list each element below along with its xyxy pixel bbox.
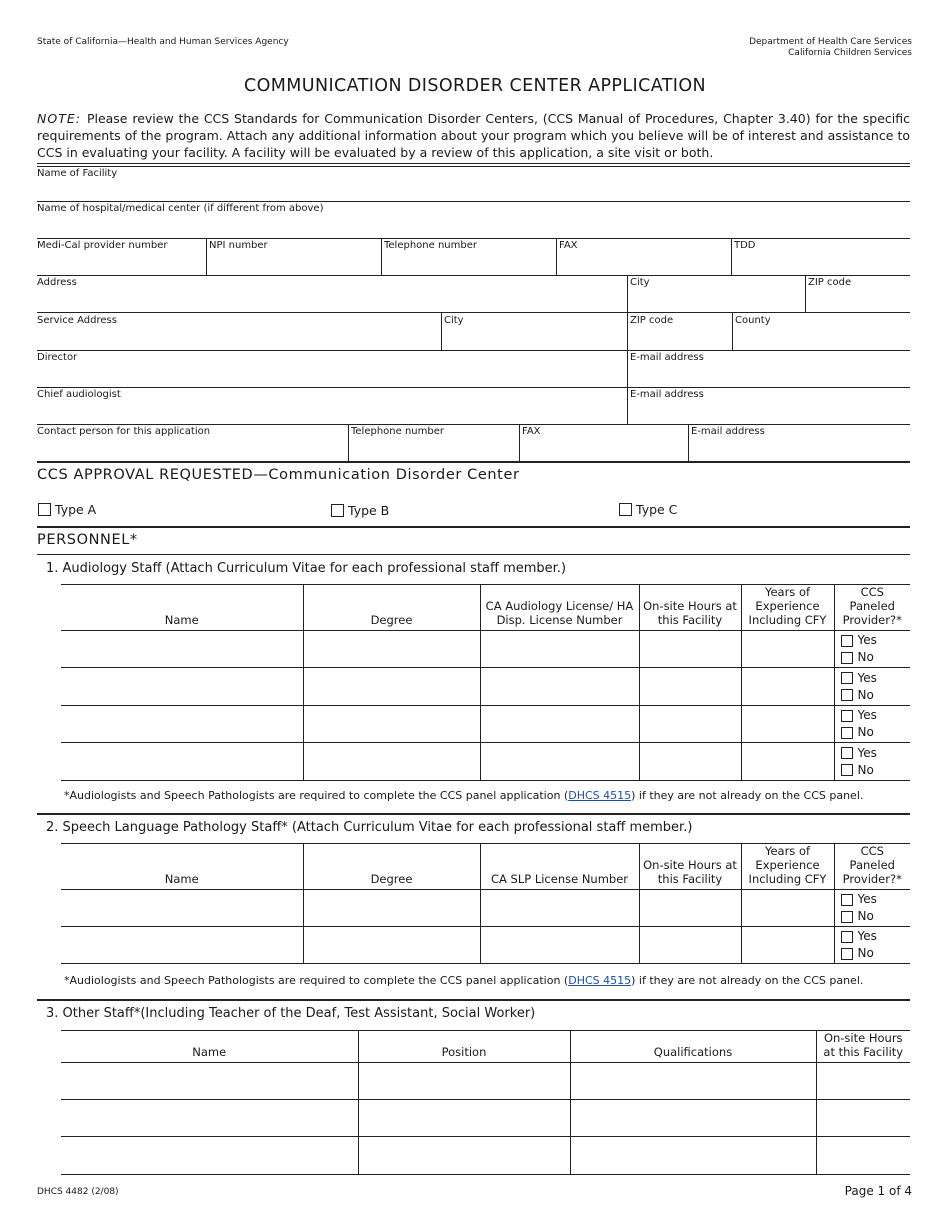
col-years: Years of Experience Including CFY (741, 844, 834, 890)
hours-cell[interactable] (639, 668, 741, 706)
contact-telephone-label: Telephone number (351, 426, 444, 437)
name-cell[interactable] (61, 890, 303, 927)
facility-name-field[interactable] (37, 180, 910, 201)
npi-field[interactable] (209, 252, 381, 275)
service-address-field[interactable] (37, 327, 441, 350)
zip-label: ZIP code (808, 277, 852, 288)
no-checkbox[interactable] (841, 727, 853, 739)
note-text: Please review the CCS Standards for Communication Disorder Centers, (CCS Manual of Procedures, Chapter 3.40) for the specific requirements of the program. Attach any additional information about your program which you believe will be of interest and assistance to CCS in evaluating your facility. A facility will be evaluated by a review of this application, a site visit or both. (37, 111, 910, 160)
fax-field[interactable] (559, 252, 731, 275)
chief-audiologist-label: Chief audiologist (37, 389, 121, 400)
yes-checkbox[interactable] (841, 635, 853, 647)
position-cell[interactable] (358, 1137, 570, 1175)
yes-label: Yes (857, 670, 877, 685)
col-hours: On-site Hours at this Facility (816, 1031, 910, 1063)
audiology-staff-title: 1. Audiology Staff (Attach Curriculum Vitae for each professional staff member.) (46, 561, 567, 576)
degree-cell[interactable] (303, 890, 480, 927)
no-label: No (857, 946, 874, 960)
hours-cell[interactable] (639, 927, 741, 964)
col-degree: Degree (303, 585, 480, 631)
degree-cell[interactable] (303, 927, 480, 964)
yes-label: Yes (857, 708, 877, 722)
name-cell[interactable] (61, 1137, 358, 1175)
no-checkbox[interactable] (841, 948, 853, 960)
county-field[interactable] (735, 327, 910, 350)
table-row (61, 668, 910, 706)
address-label: Address (37, 277, 77, 288)
tdd-label: TDD (734, 240, 756, 251)
program-name: California Children Services (788, 48, 912, 58)
yes-option[interactable] (841, 707, 911, 724)
type-c-label: Type C (636, 502, 678, 517)
yes-checkbox[interactable] (841, 710, 853, 722)
type-c-checkbox[interactable] (619, 503, 632, 516)
audiology-staff-table (61, 584, 910, 781)
col-name: Name (61, 1031, 358, 1063)
contact-telephone-field[interactable] (351, 438, 519, 461)
table-row (61, 706, 910, 743)
footnote-text-before: *Audiologists and Speech Pathologists are required to complete the CCS panel application ( (64, 789, 569, 802)
no-option[interactable] (841, 724, 911, 741)
form-number: DHCS 4482 (2/08) (37, 1187, 119, 1197)
city-label: City (630, 277, 650, 288)
hours-cell[interactable] (639, 743, 741, 781)
medical-provider-field[interactable] (37, 252, 206, 275)
table-row (61, 1137, 910, 1175)
type-b-option[interactable] (331, 503, 389, 518)
qualifications-cell[interactable] (570, 1063, 816, 1100)
ccs-paneled-cell (834, 706, 910, 743)
telephone-label: Telephone number (384, 240, 477, 251)
agency-header: State of California—Health and Human Services Agency (37, 37, 289, 47)
service-city-field[interactable] (444, 327, 627, 350)
license-cell[interactable] (480, 668, 639, 706)
contact-person-label: Contact person for this application (37, 426, 211, 437)
zip-field[interactable] (808, 289, 910, 312)
ccs-paneled-cell (834, 668, 910, 706)
slp-staff-table (61, 843, 910, 964)
license-cell[interactable] (480, 706, 639, 743)
form-title: COMMUNICATION DISORDER CENTER APPLICATION (243, 76, 707, 96)
yes-option[interactable] (841, 632, 911, 649)
contact-email-field[interactable] (691, 438, 910, 461)
page-number: Page 1 of 4 (844, 1184, 912, 1198)
yes-label: Yes (857, 929, 877, 943)
note-label: NOTE: (37, 111, 81, 126)
table-row (61, 743, 910, 781)
ccs-paneled-cell (834, 743, 910, 781)
hours-cell[interactable] (639, 631, 741, 668)
name-cell[interactable] (61, 631, 303, 668)
contact-fax-field[interactable] (522, 438, 688, 461)
type-a-option[interactable] (38, 502, 96, 517)
panel-footnote (64, 789, 863, 802)
footnote-text-before: *Audiologists and Speech Pathologists are required to complete the CCS panel application ( (64, 974, 569, 987)
npi-label: NPI number (209, 240, 268, 251)
contact-fax-label: FAX (522, 426, 541, 437)
no-option[interactable] (841, 649, 911, 666)
audiologist-email-label: E-mail address (630, 389, 704, 400)
years-cell[interactable] (741, 631, 834, 668)
no-checkbox[interactable] (841, 764, 853, 776)
panel-footnote-2 (64, 974, 863, 987)
table-row (61, 890, 910, 927)
no-option[interactable] (841, 687, 911, 704)
facility-name-label: Name of Facility (37, 168, 118, 179)
note-paragraph (37, 110, 910, 161)
table-row (61, 927, 910, 964)
dhcs-4515-link[interactable]: DHCS 4515 (568, 974, 632, 987)
yes-label: Yes (857, 633, 877, 647)
col-hours: On-site Hours at this Facility (639, 844, 741, 890)
no-label: No (857, 687, 874, 702)
yes-option[interactable] (841, 928, 911, 945)
fax-label: FAX (559, 240, 578, 251)
name-cell[interactable] (61, 743, 303, 781)
yes-label: Yes (857, 892, 877, 906)
col-position: Position (358, 1031, 570, 1063)
type-c-option[interactable] (619, 502, 677, 517)
yes-option[interactable] (841, 891, 911, 908)
footnote-text-after: ) if they are not already on the CCS panel. (631, 974, 864, 987)
slp-staff-title: 2. Speech Language Pathology Staff* (Attach Curriculum Vitae for each professional staff member.) (46, 820, 693, 835)
yes-checkbox[interactable] (841, 931, 853, 943)
degree-cell[interactable] (303, 668, 480, 706)
yes-option[interactable] (841, 670, 911, 687)
other-staff-title: 3. Other Staff*(Including Teacher of the Deaf, Test Assistant, Social Worker) (46, 1006, 536, 1021)
department-header (749, 37, 912, 59)
table-row (61, 631, 910, 668)
table-row (61, 1063, 910, 1100)
col-license: CA SLP License Number (480, 844, 639, 890)
years-cell[interactable] (741, 890, 834, 927)
license-cell[interactable] (480, 927, 639, 964)
table-row (61, 1100, 910, 1137)
no-option[interactable] (841, 945, 911, 962)
service-zip-label: ZIP code (630, 315, 674, 326)
license-cell[interactable] (480, 890, 639, 927)
years-cell[interactable] (741, 927, 834, 964)
no-checkbox[interactable] (841, 689, 853, 701)
no-option[interactable] (841, 908, 911, 925)
yes-checkbox[interactable] (841, 747, 853, 759)
city-field[interactable] (630, 289, 805, 312)
hours-cell[interactable] (816, 1100, 910, 1137)
footnote-text-after: ) if they are not already on the CCS panel. (631, 789, 864, 802)
hours-cell[interactable] (816, 1063, 910, 1100)
type-a-checkbox[interactable] (38, 503, 51, 516)
contact-person-field[interactable] (37, 438, 348, 461)
qualifications-cell[interactable] (570, 1100, 816, 1137)
position-cell[interactable] (358, 1063, 570, 1100)
col-ccs-paneled: CCS Paneled Provider?* (834, 585, 910, 631)
yes-checkbox[interactable] (841, 894, 853, 906)
hospital-name-field[interactable] (37, 215, 910, 238)
years-cell[interactable] (741, 706, 834, 743)
degree-cell[interactable] (303, 631, 480, 668)
audiologist-email-field[interactable] (630, 401, 910, 424)
director-field[interactable] (37, 364, 627, 387)
no-checkbox[interactable] (841, 911, 853, 923)
director-email-label: E-mail address (630, 352, 704, 363)
no-option[interactable] (841, 762, 911, 779)
contact-email-label: E-mail address (691, 426, 765, 437)
qualifications-cell[interactable] (570, 1137, 816, 1175)
yes-option[interactable] (841, 745, 911, 762)
years-cell[interactable] (741, 743, 834, 781)
name-cell[interactable] (61, 1063, 358, 1100)
type-b-label: Type B (348, 503, 390, 518)
service-address-label: Service Address (37, 315, 117, 326)
name-cell[interactable] (61, 668, 303, 706)
chief-audiologist-field[interactable] (37, 401, 627, 424)
col-license: CA Audiology License/ HA Disp. License Number (480, 585, 639, 631)
col-hours: On-site Hours at this Facility (639, 585, 741, 631)
approval-section-title: CCS APPROVAL REQUESTED—Communication Disorder Center (37, 467, 520, 483)
ccs-paneled-cell (834, 890, 910, 927)
yes-checkbox[interactable] (841, 672, 853, 684)
personnel-section-title: PERSONNEL* (37, 532, 138, 548)
degree-cell[interactable] (303, 743, 480, 781)
director-email-field[interactable] (630, 364, 910, 387)
ccs-paneled-cell (834, 631, 910, 668)
no-label: No (857, 909, 874, 923)
service-city-label: City (444, 315, 464, 326)
no-label: No (857, 762, 874, 777)
medical-provider-label: Medi-Cal provider number (37, 240, 168, 251)
type-a-label: Type A (55, 502, 97, 517)
name-cell[interactable] (61, 706, 303, 743)
hours-cell[interactable] (816, 1137, 910, 1175)
name-cell[interactable] (61, 1100, 358, 1137)
license-cell[interactable] (480, 631, 639, 668)
hospital-name-label: Name of hospital/medical center (if different from above) (37, 203, 324, 214)
no-checkbox[interactable] (841, 652, 853, 664)
hours-cell[interactable] (639, 706, 741, 743)
col-years: Years of Experience Including CFY (741, 585, 834, 631)
type-b-checkbox[interactable] (331, 504, 344, 517)
address-field[interactable] (37, 289, 627, 312)
other-staff-table (61, 1030, 910, 1175)
county-label: County (735, 315, 771, 326)
telephone-field[interactable] (384, 252, 556, 275)
col-degree: Degree (303, 844, 480, 890)
ccs-paneled-cell (834, 927, 910, 964)
col-name: Name (61, 585, 303, 631)
years-cell[interactable] (741, 668, 834, 706)
hours-cell[interactable] (639, 890, 741, 927)
no-label: No (857, 650, 874, 664)
position-cell[interactable] (358, 1100, 570, 1137)
service-zip-field[interactable] (630, 327, 732, 350)
col-name: Name (61, 844, 303, 890)
no-label: No (857, 725, 874, 739)
col-qualifications: Qualifications (570, 1031, 816, 1063)
department-name: Department of Health Care Services (749, 37, 912, 47)
name-cell[interactable] (61, 927, 303, 964)
dhcs-4515-link[interactable]: DHCS 4515 (568, 789, 632, 802)
col-ccs-paneled: CCS Paneled Provider?* (834, 844, 910, 890)
tdd-field[interactable] (734, 252, 910, 275)
license-cell[interactable] (480, 743, 639, 781)
director-label: Director (37, 352, 78, 363)
degree-cell[interactable] (303, 706, 480, 743)
yes-label: Yes (857, 745, 877, 760)
